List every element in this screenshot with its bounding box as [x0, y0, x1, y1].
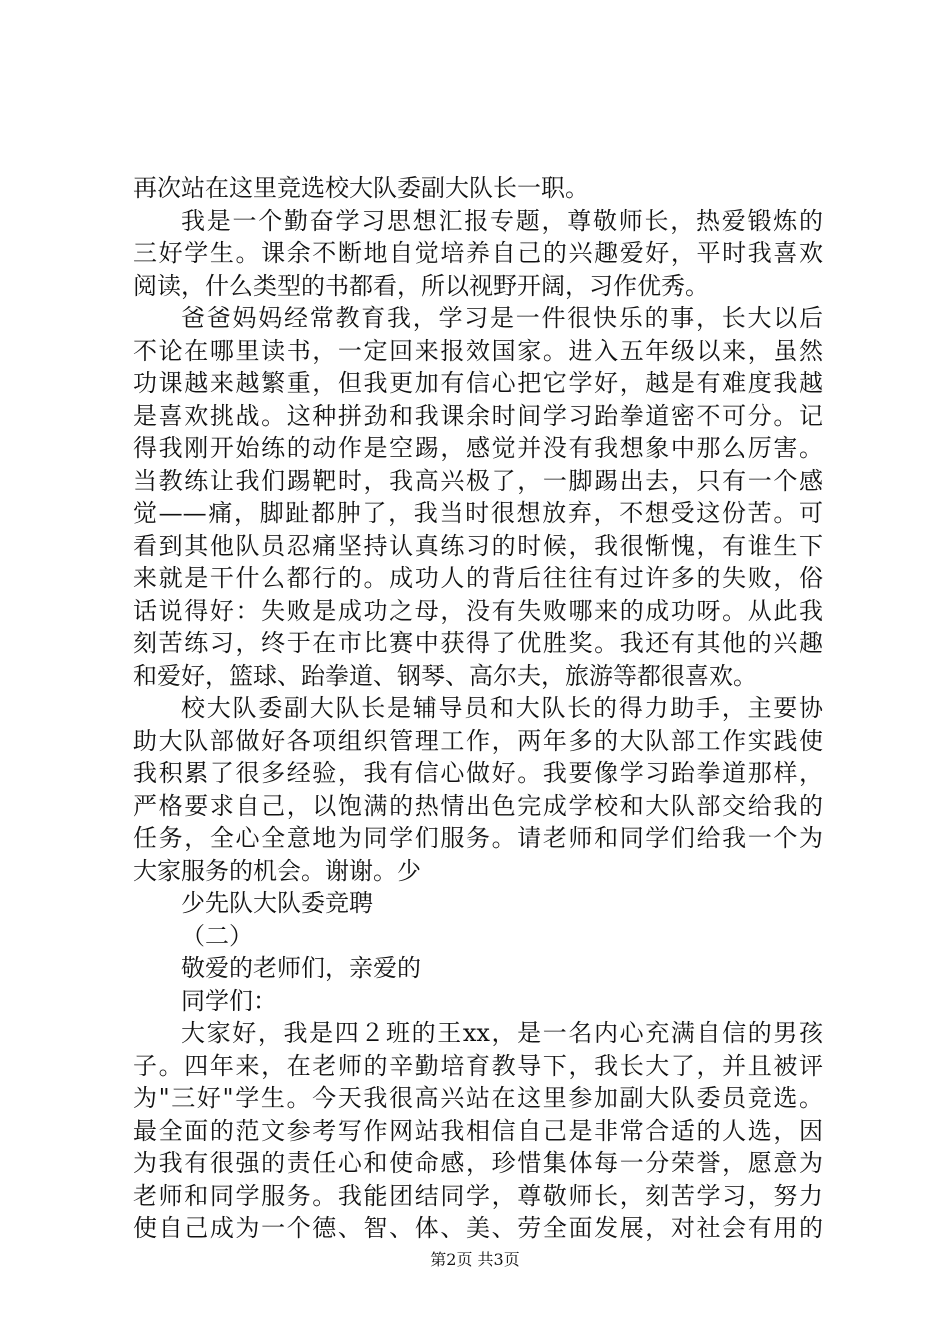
text-line: 使自己成为一个德、智、体、美、劳全面发展，对社会有用的 — [133, 1214, 823, 1242]
text-line: 同学们： — [181, 986, 277, 1015]
text-line: 功课越来越繁重，但我更加有信心把它学好，越是有难度我越 — [133, 369, 823, 397]
text-line: 敬爱的老师们，亲爱的 — [181, 954, 421, 982]
page-footer: 第2页 共3页 — [430, 1250, 520, 1269]
text-line: 再次站在这里竞选校大队委副大队长一职。 — [133, 174, 589, 202]
text-line: 子。四年来，在老师的辛勤培育教导下，我长大了，并且被评 — [133, 1051, 823, 1080]
text-line: 话说得好：失败是成功之母，没有失败哪来的成功呀。从此我 — [133, 596, 823, 625]
text-line: 我是一个勤奋学习思想汇报专题，尊敬师长，热爱锻炼的 — [181, 206, 823, 235]
text-line: 严格要求自己，以饱满的热情出色完成学校和大队部交给我的 — [133, 791, 823, 820]
text-line: 爸爸妈妈经常教育我，学习是一件很快乐的事，长大以后 — [181, 304, 823, 332]
text-line: 老师和同学服务。我能团结同学，尊敬师长，刻苦学习，努力 — [133, 1181, 823, 1210]
text-line: 当教练让我们踢靶时，我高兴极了，一脚踢出去，只有一个感 — [133, 466, 823, 495]
text-line: 和爱好，篮球、跆拳道、钢琴、高尔夫，旅游等都很喜欢。 — [133, 661, 757, 690]
text-line: 助大队部做好各项组织管理工作，两年多的大队部工作实践使 — [133, 726, 823, 755]
text-line: 大家服务的机会。谢谢。少 — [133, 856, 421, 885]
text-line: 觉——痛，脚趾都肿了，我当时很想放弃，不想受这份苦。可 — [133, 499, 823, 527]
text-line: 最全面的范文参考写作网站我相信自己是非常合适的人选，因 — [133, 1116, 823, 1145]
text-line: 刻苦练习，终于在市比赛中获得了优胜奖。我还有其他的兴趣 — [133, 629, 823, 657]
text-line: 三好学生。课余不断地自觉培养自己的兴趣爱好，平时我喜欢 — [133, 239, 823, 267]
text-line: 我积累了很多经验，我有信心做好。我要像学习跆拳道那样， — [133, 759, 823, 787]
text-line: 看到其他队员忍痛坚持认真练习的时候，我很惭愧，有谁生下 — [133, 531, 823, 560]
text-line: 少先队大队委竞聘 — [181, 889, 373, 917]
document-body — [133, 172, 823, 1245]
text-line: 任务，全心全意地为同学们服务。请老师和同学们给我一个为 — [133, 824, 823, 852]
text-line: 为"三好"学生。今天我很高兴站在这里参加副大队委员竞选。 — [133, 1084, 823, 1112]
text-line: 来就是干什么都行的。成功人的背后往往有过许多的失败，俗 — [133, 564, 823, 592]
text-line: 得我刚开始练的动作是空踢，感觉并没有我想象中那么厉害。 — [133, 434, 823, 462]
text-line: （二） — [181, 921, 253, 950]
text-line: 校大队委副大队长是辅导员和大队长的得力助手，主要协 — [181, 694, 823, 722]
text-line: 是喜欢挑战。这种拼劲和我课余时间学习跆拳道密不可分。记 — [133, 401, 823, 430]
text-line: 阅读，什么类型的书都看，所以视野开阔，习作优秀。 — [133, 271, 709, 300]
text-line: 不论在哪里读书，一定回来报效国家。进入五年级以来，虽然 — [133, 336, 823, 365]
text-line: 为我有很强的责任心和使命感，珍惜集体每一分荣誉，愿意为 — [133, 1149, 823, 1177]
text-line: 大家好，我是四２班的王xx，是一名内心充满自信的男孩 — [181, 1019, 823, 1047]
